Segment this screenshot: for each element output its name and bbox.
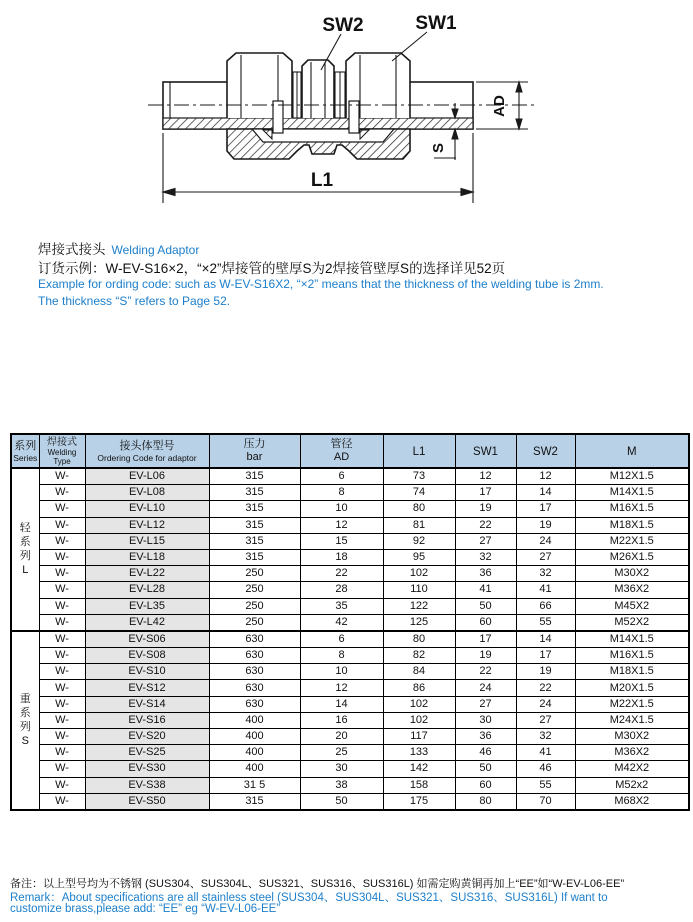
sw2-cell: 41 [516, 582, 575, 598]
pressure-cell: 315 [209, 501, 300, 517]
ordering-code-cell: EV-S30 [85, 761, 209, 777]
sw2-cell: 27 [516, 712, 575, 728]
diameter-cell: 14 [300, 696, 383, 712]
thread-cell: M12X1.5 [575, 468, 689, 485]
tube-wall-section [163, 118, 473, 129]
remark-en-1: Remark：About specifications are all stainless steel (SUS304、SUS304L、SUS321、SUS316、SUS316L) If want to [10, 892, 608, 904]
sw1-cell: 19 [455, 648, 516, 664]
table-row [11, 761, 689, 777]
sw2-cell: 14 [516, 485, 575, 501]
table-row [11, 614, 689, 631]
order-example-en-2: The thickness “S” refers to Page 52. [38, 294, 231, 308]
l1-cell: 142 [383, 761, 455, 777]
sw1-cell: 46 [455, 745, 516, 761]
remark-en-2: customize brass,please add: “EE” eg “W-EV-L06-EE” [10, 903, 281, 915]
section-title [38, 238, 199, 258]
sw2-cell: 66 [516, 598, 575, 614]
section-title-zh: 焊接式接头 [38, 242, 106, 257]
ordering-code-cell: EV-L28 [85, 582, 209, 598]
diameter-cell: 12 [300, 680, 383, 696]
l1-cell: 133 [383, 745, 455, 761]
table-row [11, 598, 689, 614]
table-row [11, 648, 689, 664]
l1-cell: 80 [383, 631, 455, 648]
order-example-en-1: Example for ording code: such as W-EV-S16X2, “×2” means that the thickness of the welding tube is 2mm. [38, 277, 604, 291]
pressure-cell: 315 [209, 517, 300, 533]
l1-cell: 82 [383, 648, 455, 664]
spec-table [10, 433, 690, 811]
table-row [11, 729, 689, 745]
sw1-cell: 12 [455, 468, 516, 485]
l1-cell: 158 [383, 777, 455, 793]
bore-gap-right [349, 101, 359, 133]
table-row [11, 517, 689, 533]
l1-cell: 81 [383, 517, 455, 533]
ordering-code-cell: EV-S25 [85, 745, 209, 761]
thread-cell: M18X1.5 [575, 664, 689, 680]
diameter-cell: 16 [300, 712, 383, 728]
table-row [11, 582, 689, 598]
sw1-cell: 22 [455, 664, 516, 680]
welding-type-cell: W- [39, 533, 85, 549]
diameter-cell: 10 [300, 501, 383, 517]
series-label: 重 系 列 S [11, 631, 39, 810]
welding-type-cell: W- [39, 517, 85, 533]
welding-type-cell: W- [39, 664, 85, 680]
sw1-cell: 80 [455, 793, 516, 810]
table-row [11, 745, 689, 761]
pressure-cell: 400 [209, 729, 300, 745]
sw1-cell: 22 [455, 517, 516, 533]
l1-cell: 92 [383, 533, 455, 549]
l1-dimension-label: L1 [310, 170, 334, 191]
diameter-cell: 6 [300, 468, 383, 485]
welding-type-cell: W- [39, 712, 85, 728]
header-sw2: SW2 [516, 434, 575, 468]
thread-cell: M16X1.5 [575, 501, 689, 517]
welding-type-cell: W- [39, 598, 85, 614]
sw1-label: SW1 [415, 13, 457, 34]
sw2-label: SW2 [322, 15, 364, 36]
ordering-code-cell: EV-S14 [85, 696, 209, 712]
thread-cell: M52X2 [575, 614, 689, 631]
sw2-cell: 24 [516, 696, 575, 712]
pressure-cell: 315 [209, 468, 300, 485]
pressure-cell: 630 [209, 631, 300, 648]
thread-cell: M36X2 [575, 745, 689, 761]
welding-type-cell: W- [39, 468, 85, 485]
ordering-code-cell: EV-S16 [85, 712, 209, 728]
welding-adaptor-drawing [0, 0, 693, 228]
welding-type-cell: W- [39, 729, 85, 745]
sw2-cell: 32 [516, 729, 575, 745]
thread-cell: M14X1.5 [575, 485, 689, 501]
sw2-cell: 55 [516, 614, 575, 631]
thread-cell: M45X2 [575, 598, 689, 614]
sw1-cell: 17 [455, 631, 516, 648]
l1-cell: 95 [383, 549, 455, 565]
ordering-code-cell: EV-S12 [85, 680, 209, 696]
sw1-cell: 27 [455, 533, 516, 549]
diameter-cell: 30 [300, 761, 383, 777]
ordering-code-cell: EV-L42 [85, 614, 209, 631]
sw2-cell: 12 [516, 468, 575, 485]
welding-type-cell: W- [39, 777, 85, 793]
sw2-cell: 70 [516, 793, 575, 810]
sw1-cell: 24 [455, 680, 516, 696]
sw2-cell: 32 [516, 566, 575, 582]
l1-cell: 102 [383, 712, 455, 728]
pressure-cell: 315 [209, 533, 300, 549]
sw1-cell: 36 [455, 566, 516, 582]
thread-cell: M14X1.5 [575, 631, 689, 648]
table-row [11, 777, 689, 793]
pressure-cell: 250 [209, 614, 300, 631]
welding-type-cell: W- [39, 614, 85, 631]
s-dimension-label: S [430, 142, 447, 154]
sw1-cell: 60 [455, 614, 516, 631]
table-row [11, 485, 689, 501]
diameter-cell: 6 [300, 631, 383, 648]
sw1-cell: 19 [455, 501, 516, 517]
sw1-cell: 50 [455, 598, 516, 614]
l1-cell: 74 [383, 485, 455, 501]
pressure-cell: 250 [209, 582, 300, 598]
thread-cell: M20X1.5 [575, 680, 689, 696]
sw2-cell: 22 [516, 680, 575, 696]
l1-cell: 122 [383, 598, 455, 614]
ordering-code-cell: EV-L12 [85, 517, 209, 533]
welding-type-cell: W- [39, 793, 85, 810]
pressure-cell: 630 [209, 680, 300, 696]
header-ordering-code: 接头体型号 Ordering Code for adaptor [85, 434, 209, 468]
sw2-cell: 46 [516, 761, 575, 777]
diameter-cell: 22 [300, 566, 383, 582]
l1-cell: 102 [383, 696, 455, 712]
diameter-cell: 10 [300, 664, 383, 680]
sw1-cell: 30 [455, 712, 516, 728]
pressure-cell: 31 5 [209, 777, 300, 793]
welding-type-cell: W- [39, 549, 85, 565]
header-m: M [575, 434, 689, 468]
ordering-code-cell: EV-S38 [85, 777, 209, 793]
table-row [11, 696, 689, 712]
sw2-cell: 19 [516, 664, 575, 680]
thread-cell: M68X2 [575, 793, 689, 810]
sw2-cell: 17 [516, 501, 575, 517]
thread-cell: M24X1.5 [575, 712, 689, 728]
thread-cell: M52x2 [575, 777, 689, 793]
sw2-cell: 17 [516, 648, 575, 664]
l1-cell: 86 [383, 680, 455, 696]
header-welding-type: 焊接式 Welding Type [39, 434, 85, 468]
sw1-cell: 36 [455, 729, 516, 745]
pressure-cell: 400 [209, 712, 300, 728]
diameter-cell: 35 [300, 598, 383, 614]
diameter-cell: 12 [300, 517, 383, 533]
pressure-cell: 315 [209, 549, 300, 565]
table-header-row [11, 434, 689, 468]
sw1-cell: 17 [455, 485, 516, 501]
welding-type-cell: W- [39, 631, 85, 648]
diameter-cell: 42 [300, 614, 383, 631]
sw2-cell: 19 [516, 517, 575, 533]
ordering-code-cell: EV-L10 [85, 501, 209, 517]
thread-cell: M30X2 [575, 729, 689, 745]
diameter-cell: 20 [300, 729, 383, 745]
sw1-cell: 41 [455, 582, 516, 598]
table-row [11, 533, 689, 549]
sw2-cell: 24 [516, 533, 575, 549]
ordering-code-cell: EV-L22 [85, 566, 209, 582]
welding-type-cell: W- [39, 485, 85, 501]
welding-type-cell: W- [39, 501, 85, 517]
welding-type-cell: W- [39, 745, 85, 761]
pressure-cell: 630 [209, 696, 300, 712]
welding-type-cell: W- [39, 566, 85, 582]
table-row [11, 664, 689, 680]
welding-type-cell: W- [39, 648, 85, 664]
thread-cell: M18X1.5 [575, 517, 689, 533]
thread-cell: M22X1.5 [575, 696, 689, 712]
pressure-cell: 630 [209, 664, 300, 680]
diameter-cell: 38 [300, 777, 383, 793]
l1-cell: 84 [383, 664, 455, 680]
ordering-code-cell: EV-L18 [85, 549, 209, 565]
bore-gap-left [273, 101, 283, 133]
pressure-cell: 250 [209, 566, 300, 582]
thread-cell: M30X2 [575, 566, 689, 582]
hex-nut-middle [302, 60, 334, 118]
welding-type-cell: W- [39, 696, 85, 712]
diameter-cell: 18 [300, 549, 383, 565]
sw1-cell: 60 [455, 777, 516, 793]
l1-cell: 117 [383, 729, 455, 745]
sw2-cell: 55 [516, 777, 575, 793]
table-row [11, 631, 689, 648]
pressure-cell: 315 [209, 793, 300, 810]
l1-cell: 125 [383, 614, 455, 631]
ordering-code-cell: EV-L06 [85, 468, 209, 485]
header-pressure: 压力 bar [209, 434, 300, 468]
pressure-cell: 630 [209, 648, 300, 664]
table-row [11, 501, 689, 517]
header-sw1: SW1 [455, 434, 516, 468]
thread-cell: M42X2 [575, 761, 689, 777]
diameter-cell: 25 [300, 745, 383, 761]
welding-type-cell: W- [39, 582, 85, 598]
thread-cell: M26X1.5 [575, 549, 689, 565]
ad-dimension-label: AD [491, 95, 508, 117]
series-label: 轻 系 列 L [11, 468, 39, 631]
sw2-cell: 27 [516, 549, 575, 565]
l1-cell: 80 [383, 501, 455, 517]
pressure-cell: 400 [209, 761, 300, 777]
order-example-zh: 订货示例：W-EV-S16×2，“×2”焊接管的壁厚S为2焊接管壁厚S的选择详见52页 [38, 261, 506, 276]
ordering-code-cell: EV-S06 [85, 631, 209, 648]
table-row [11, 793, 689, 810]
diameter-cell: 28 [300, 582, 383, 598]
diameter-cell: 15 [300, 533, 383, 549]
pressure-cell: 250 [209, 598, 300, 614]
table-row [11, 468, 689, 485]
table-row [11, 712, 689, 728]
table-row [11, 680, 689, 696]
thread-cell: M22X1.5 [575, 533, 689, 549]
sw2-cell: 14 [516, 631, 575, 648]
sw1-cell: 32 [455, 549, 516, 565]
section-title-en: Welding Adaptor [111, 243, 200, 257]
header-diameter: 管径 AD [300, 434, 383, 468]
thread-cell: M16X1.5 [575, 648, 689, 664]
ordering-code-cell: EV-S10 [85, 664, 209, 680]
l1-cell: 110 [383, 582, 455, 598]
ordering-code-cell: EV-L35 [85, 598, 209, 614]
table-row [11, 549, 689, 565]
ordering-code-cell: EV-S08 [85, 648, 209, 664]
l1-cell: 175 [383, 793, 455, 810]
table-row [11, 566, 689, 582]
sw2-cell: 41 [516, 745, 575, 761]
ordering-code-cell: EV-L15 [85, 533, 209, 549]
l1-cell: 102 [383, 566, 455, 582]
diameter-cell: 50 [300, 793, 383, 810]
pressure-cell: 400 [209, 745, 300, 761]
thread-cell: M36X2 [575, 582, 689, 598]
diameter-cell: 8 [300, 485, 383, 501]
welding-type-cell: W- [39, 680, 85, 696]
diameter-cell: 8 [300, 648, 383, 664]
welding-type-cell: W- [39, 761, 85, 777]
header-l1: L1 [383, 434, 455, 468]
sw1-cell: 27 [455, 696, 516, 712]
ordering-code-cell: EV-S50 [85, 793, 209, 810]
pressure-cell: 315 [209, 485, 300, 501]
l1-cell: 73 [383, 468, 455, 485]
sw1-cell: 50 [455, 761, 516, 777]
ordering-code-cell: EV-S20 [85, 729, 209, 745]
header-series: 系列 Series [11, 434, 39, 468]
ordering-code-cell: EV-L08 [85, 485, 209, 501]
remark-zh: 备注：以上型号均为不锈钢 (SUS304、SUS304L、SUS321、SUS316、SUS316L) 如需定购黄铜再加上“EE”如“W-EV-L06-EE” [10, 878, 625, 890]
